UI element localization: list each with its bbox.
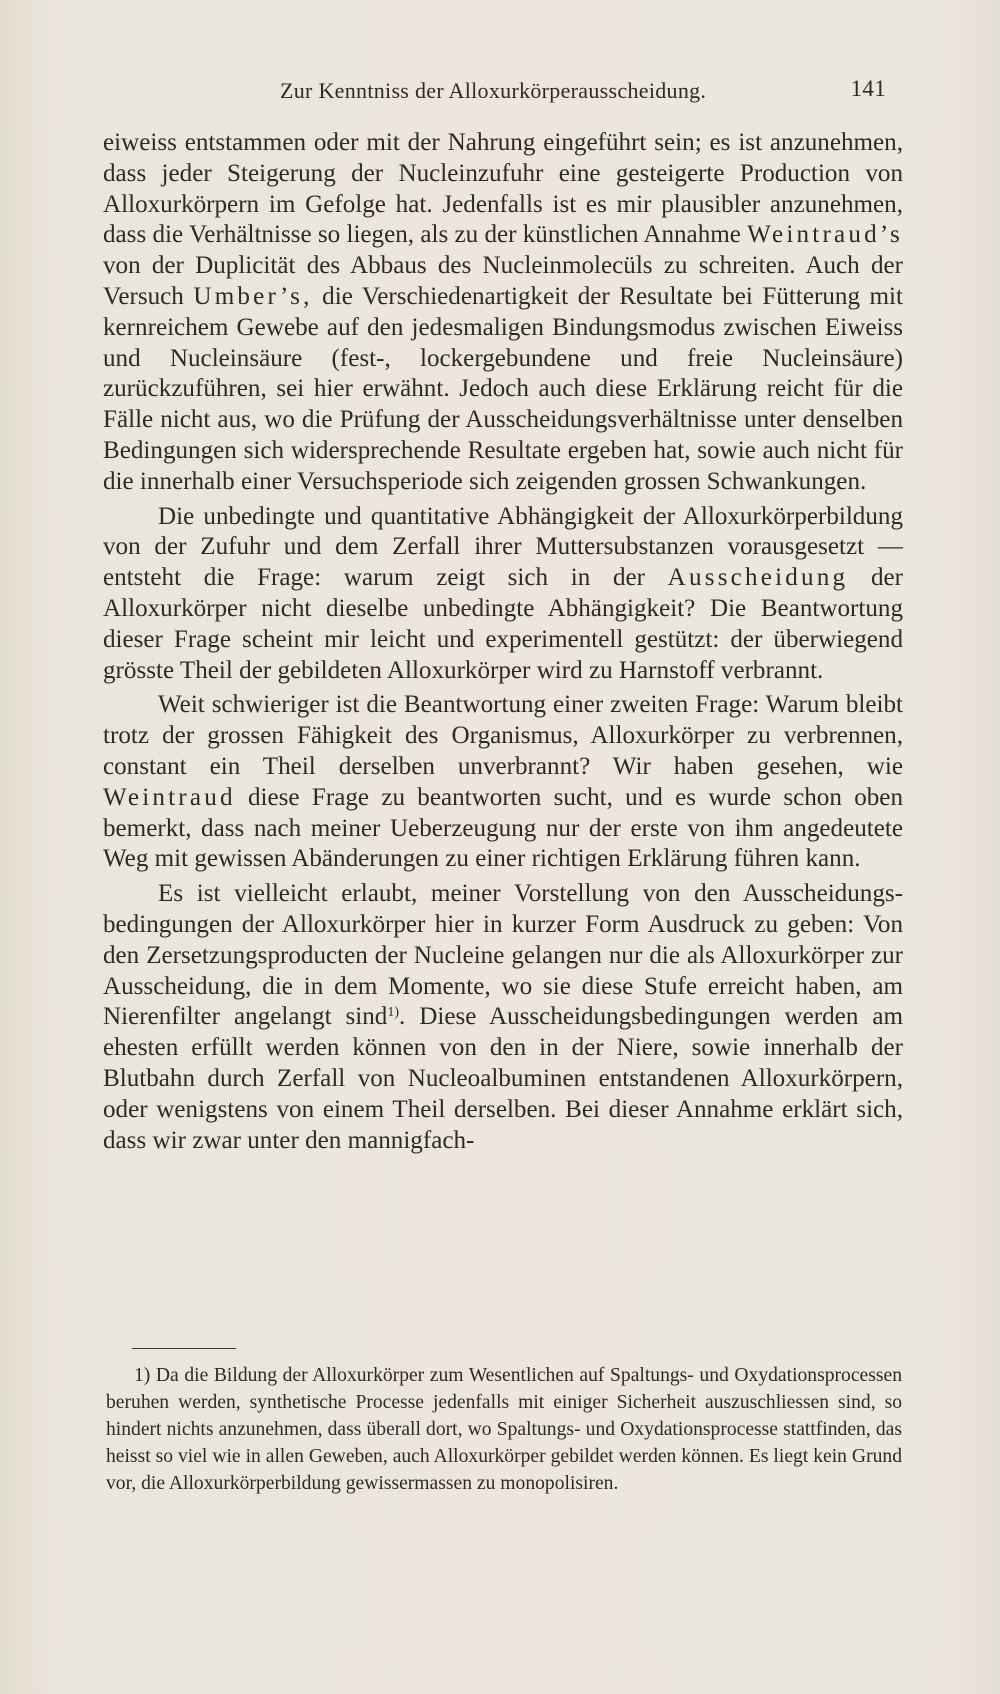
author-name-weintraud: Weintraud’s <box>747 221 903 249</box>
text-run: Die unbedingte und quantitative Abhängigkeit der Alloxurkörperbildung von der Zufuhr und dem Zerfall ihrer Muttersubstanzen vorausgesetzt — entsteht die Frage: warum zeigt sich in der <box>103 502 903 592</box>
footnote-reference: 1) <box>387 1005 400 1021</box>
text-run: diese Frage zu beantworten sucht, und es wurde schon oben bemerkt, dass nach meiner Ueberzeugung nur der erste von ihm angedeutete Weg mit gewissen Abänderungen zu einer richtigen Erklärung führen kann. <box>103 783 903 873</box>
author-name-weintraud: Weintraud <box>103 783 236 811</box>
footnote-text: 1) Da die Bildung der Alloxurkörper zum Wesentlichen auf Spaltungs- und Oxydationsprocessen beruhen werden, synthetische Processe jedenfalls mit einiger Sicherheit auszuschliessen sind, so hindert nichts anzunehmen, dass überall dort, wo Spaltungs- und Oxydationsprocesse stattfinden, das heisst so viel wie in allen Geweben, auch Alloxurkörper gebildet werden können. Es liegt kein Grund vor, die Alloxurkörperbildung gewissermassen zu monopolisiren. <box>106 1365 902 1494</box>
emphasis-ausscheidung: Ausscheidung <box>667 564 849 592</box>
paragraph-1 <box>103 128 903 498</box>
text-run: Weit schwieriger ist die Beantwortung einer zweiten Frage: Warum bleibt trotz der grossen Fähigkeit des Organismus, Alloxurkörper zu verbrennen, constant ein Theil derselben unverbrannt? Wir haben gesehen, wie <box>103 691 903 780</box>
author-name-umber: Umber’s, <box>193 282 313 310</box>
text-run: die Verschiedenartigkeit der Resultate bei Fütterung mit kernreichem Gewebe auf den jedesmaligen Bindungsmodus zwischen Eiweiss und Nucleinsäure (fest-, lockergebundene und freie Nucleinsäure) zurückzuführen, sei hier erwähnt. Jedoch auch diese Erklärung reicht für die Fälle nicht aus, wo die Prüfung der Ausscheidungsverhältnisse unter denselben Bedingungen sich widersprechende Resultate ergeben hat, sowie auch nicht für die innerhalb einer Versuchsperiode sich zeigenden grossen Schwankungen. <box>103 282 904 495</box>
paragraph-3 <box>103 690 903 875</box>
text-run: eiweiss entstammen oder mit der Nahrung eingeführt sein; es ist anzunehmen, dass jeder Steigerung der Nucleinzufuhr eine gesteigerte Production von Alloxurkörpern im Gefolge hat. Jedenfalls ist es mir plausibler anzunehmen, dass die Verhältnisse so liegen, als zu der künstlichen Annahme <box>103 129 903 249</box>
footnote <box>106 1362 902 1497</box>
text-run: der Alloxurkörper nicht dieselbe unbedingte Abhängigkeit? Die Beantwortung dieser Frage scheint mir leicht und experimentell gestützt: der überwiegend grösste Theil der gebildeten Alloxurkörper wird zu Harnstoff verbrannt. <box>103 564 903 684</box>
paragraph-2 <box>103 502 903 687</box>
page-number: 141 <box>850 76 886 101</box>
text-run: Es ist vielleicht erlaubt, meiner Vorstellung von den Ausscheidungsbedingungen der Alloxurkörper hier in kurzer Form Ausdruck zu geben: Von den Zersetzungsproducten der Nucleine gelangen nur die als Alloxurkörper zur Ausscheidung, die in dem Momente, wo sie diese Stufe erreicht haben, am Nierenfilter angelangt sind <box>103 880 903 1031</box>
text-run: . Diese Ausscheidungsbedingungen werden am ehesten erfüllt werden können von den in der Niere, sowie innerhalb der Blutbahn durch Zerfall von Nucleoalbuminen entstandenen Alloxurkörpern, oder wenigstens von einem Theil derselben. Bei dieser Annahme erklärt sich, dass wir zwar unter den mannigfach- <box>103 1003 903 1154</box>
paragraph-4 <box>103 879 903 1156</box>
text-run: von der Duplicität des Abbaus des Nucleinmolecüls zu schreiten. Auch der Versuch <box>103 252 903 310</box>
running-title: Zur Kenntniss der Alloxurkörperausscheidung. <box>280 78 707 103</box>
page-header <box>100 78 900 108</box>
body-text <box>103 128 903 1156</box>
footnote-divider <box>132 1348 236 1349</box>
